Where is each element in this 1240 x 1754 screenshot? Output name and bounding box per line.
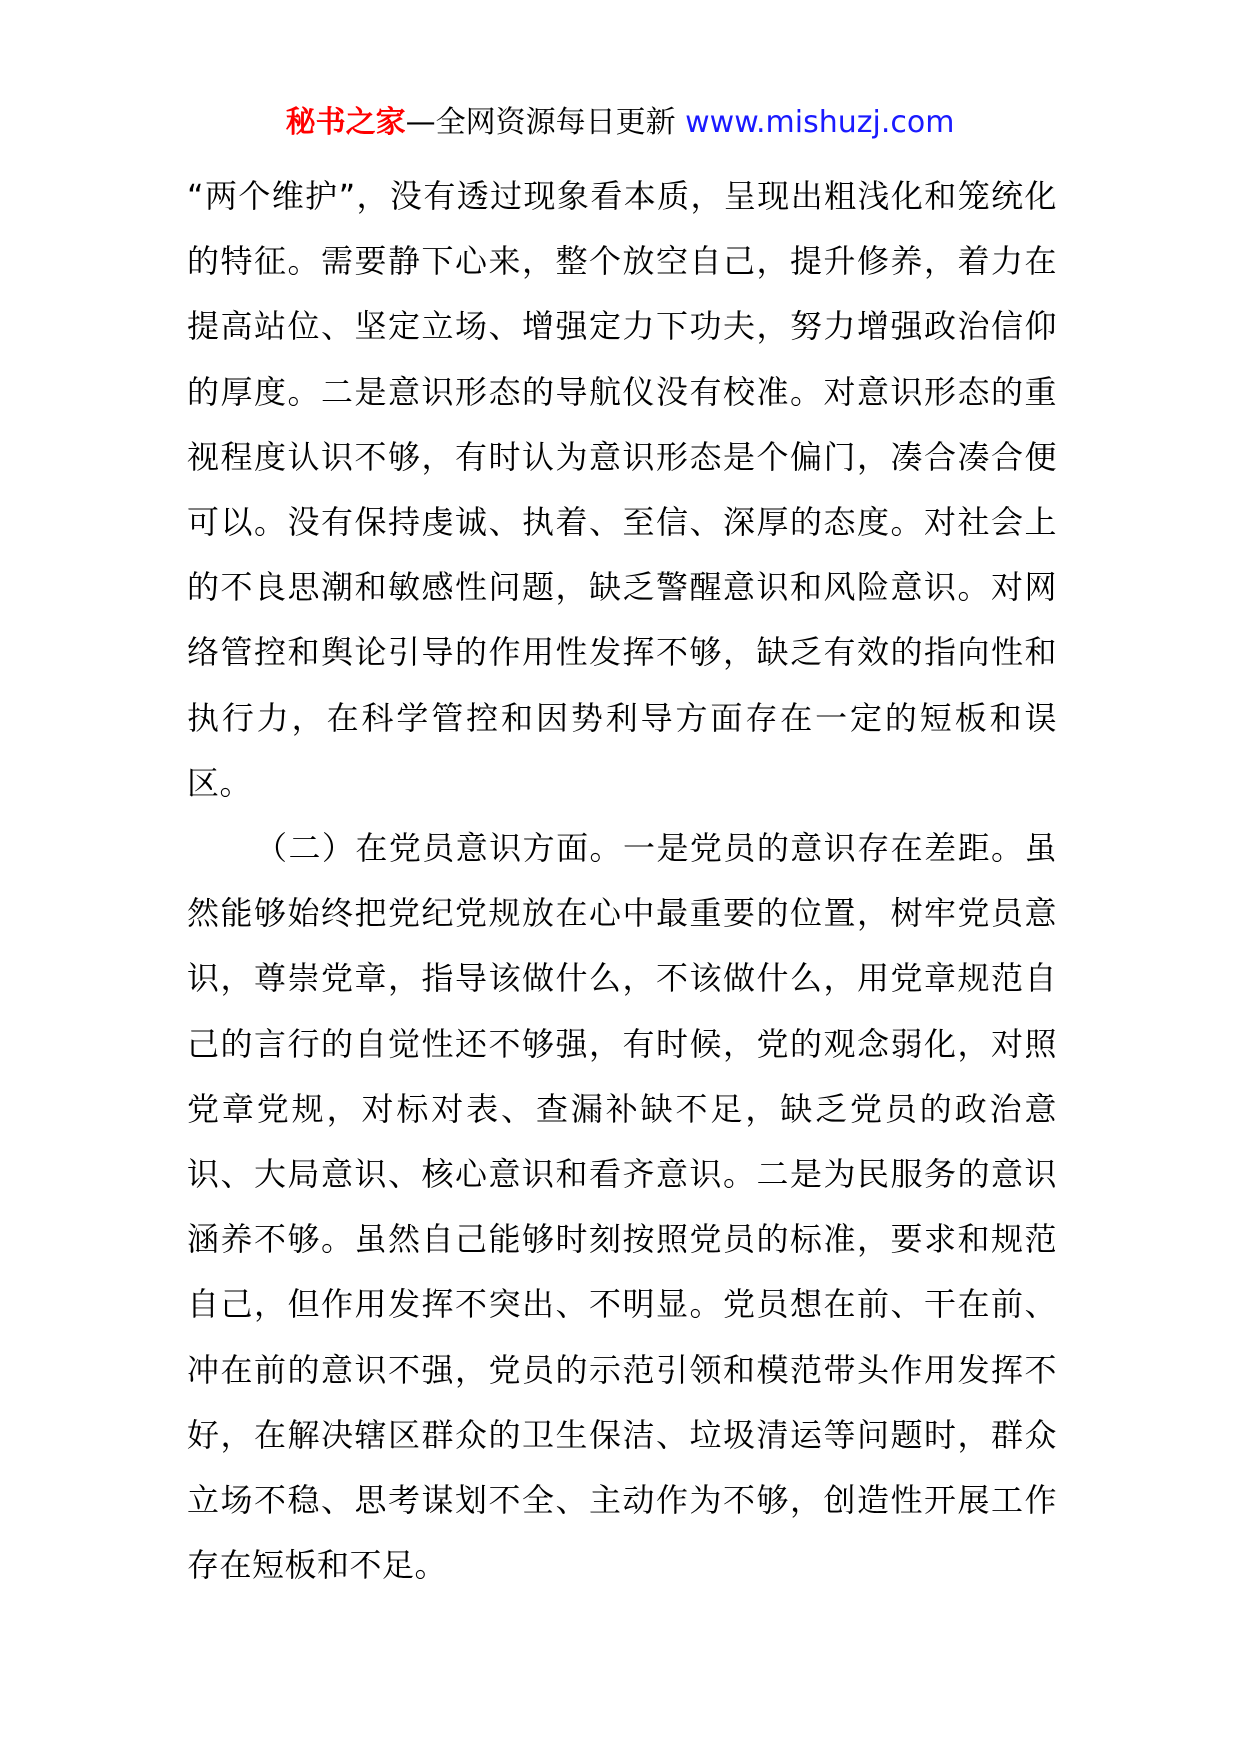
header-url-link[interactable]: www.mishuzj.com (685, 105, 955, 140)
page-header (0, 103, 1240, 143)
paragraph-2: （二）在党员意识方面。一是党员的意识存在差距。虽然能够始终把党纪党规放在心中最重要的位置，树牢党员意识，尊崇党章，指导该做什么，不该做什么，用党章规范自己的言行的自觉性还不够强，有时候，党的观念弱化，对照党章党规，对标对表、查漏补缺不足，缺乏党员的政治意识、大局意识、核心意识和看齐意识。二是为民服务的意识涵养不够。虽然自己能够时刻按照党员的标准，要求和规范自己，但作用发挥不突出、不明显。党员想在前、干在前、冲在前的意识不强，党员的示范引领和模范带头作用发挥不好，在解决辖区群众的卫生保洁、垃圾清运等问题时，群众立场不稳、思考谋划不全、主动作为不够，创造性开展工作存在短板和不足。 (187, 829, 1057, 1585)
header-brand: 秘书之家 (285, 105, 406, 140)
header-slogan: —全网资源每日更新 (405, 105, 686, 140)
paragraph-1: “两个维护”，没有透过现象看本质，呈现出粗浅化和笼统化的特征。需要静下心来，整个放空自己，提升修养，着力在提高站位、坚定立场、增强定力下功夫，努力增强政治信仰的厚度。二是意识形态的导航仪没有校准。对意识形态的重视程度认识不够，有时认为意识形态是个偏门，凑合凑合便可以。没有保持虔诚、执着、至信、深厚的态度。对社会上的不良思潮和敏感性问题，缺乏警醒意识和风险意识。对网络管控和舆论引导的作用性发挥不够，缺乏有效的指向性和执行力，在科学管控和因势利导方面存在一定的短板和误区。 (187, 177, 1057, 802)
document-body (187, 164, 1057, 1598)
